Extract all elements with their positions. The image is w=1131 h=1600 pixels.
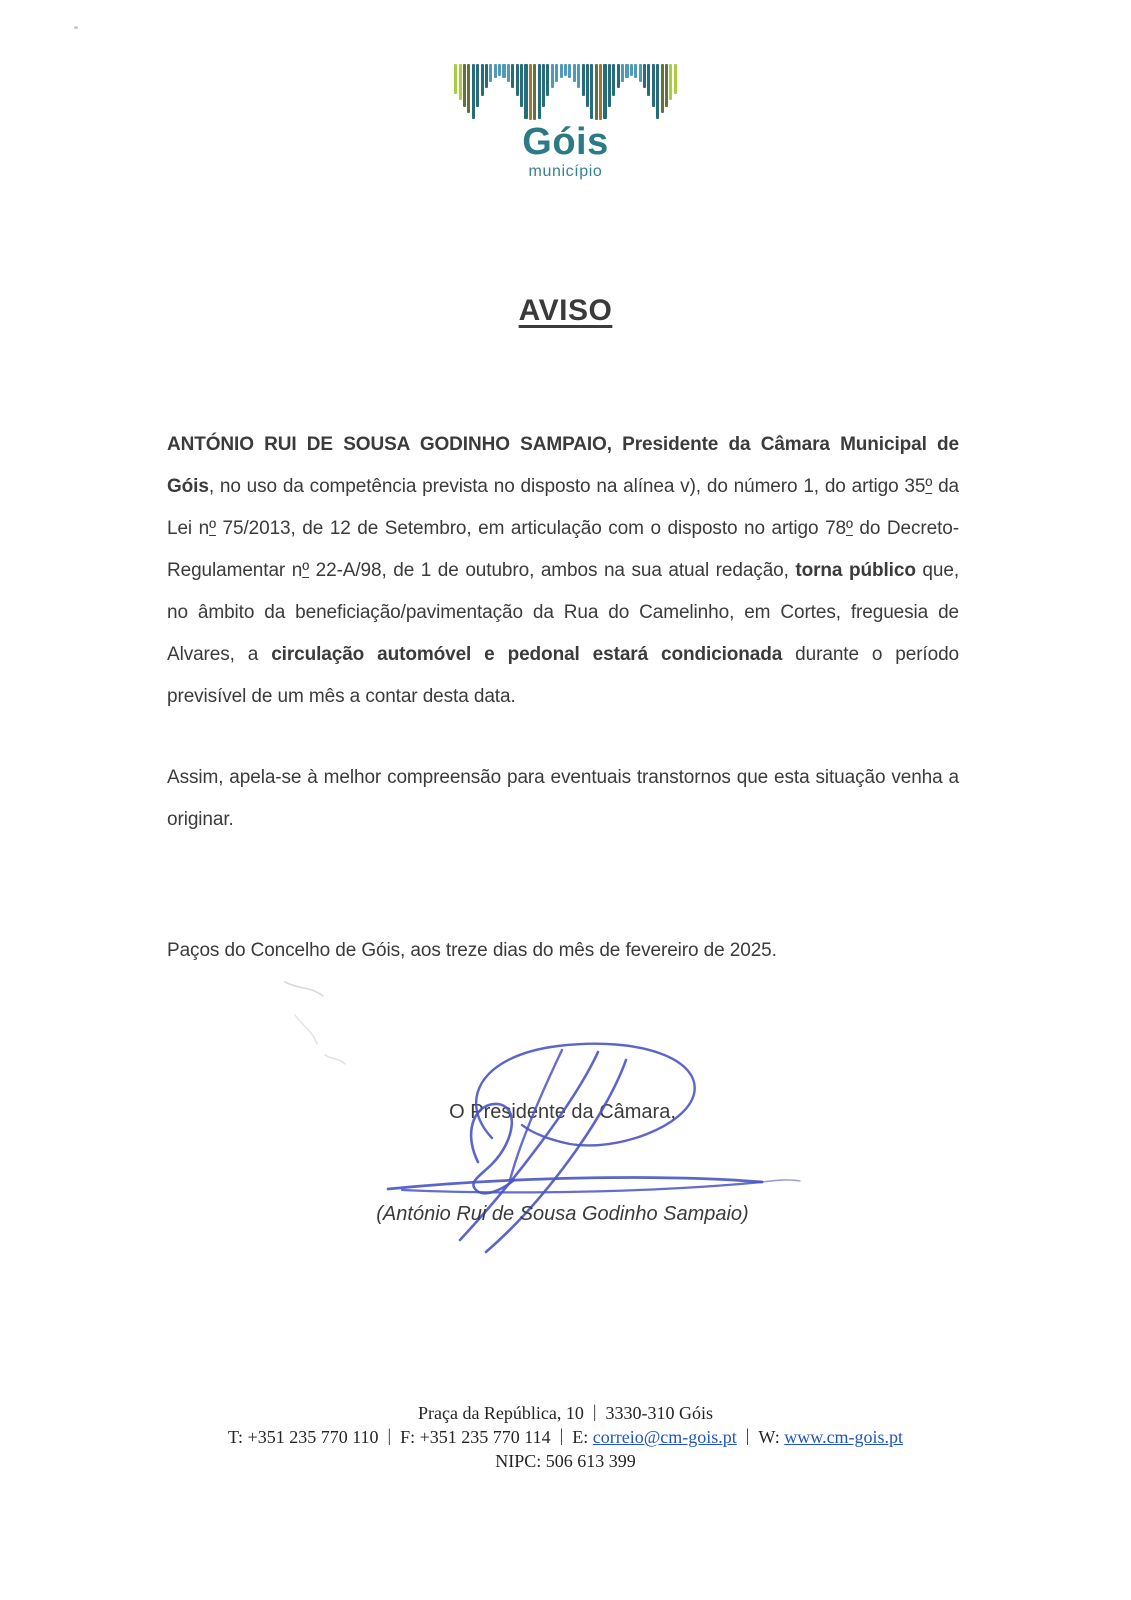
dateline: Paços do Concelho de Góis, aos treze dias do mês de fevereiro de 2025. [167,940,777,961]
scan-artifact-mark [255,960,395,1070]
bridge-bar [481,64,484,96]
bridge-bar [459,64,462,100]
scan-artifact-speck [74,26,78,29]
bridge-bar [608,64,611,107]
bridge-bar [625,64,628,78]
bridge-bar [467,64,470,113]
bridge-bar [669,64,672,100]
bridge-bar [661,64,664,113]
footer-address-line [0,1401,1131,1425]
bridge-bar [621,64,624,82]
bridge-bar [494,64,497,78]
bridge-bar [524,64,527,119]
footer-web-link[interactable]: www.cm-gois.pt [784,1427,904,1447]
footer-contact-label: F: [400,1427,420,1447]
bridge-bar [612,64,615,96]
bridge-bar [454,64,457,94]
bridge-bar [533,64,536,120]
bridge-bar [665,64,668,107]
municipality-logo [0,64,1131,181]
bridge-bar [538,64,541,119]
bridge-bar [476,64,479,107]
footer-address-item: 3330-310 Góis [605,1403,714,1423]
bridge-bar [529,64,532,120]
page-title: AVISO [518,294,613,327]
footer-contact-label: T: [227,1427,248,1447]
bridge-bar [656,64,659,119]
bridge-logo-icon [454,64,677,122]
footer-separator: | [745,1425,750,1445]
bridge-bar [590,64,593,119]
footer-address-item: Praça da República, 10 [417,1403,584,1423]
footer-contact-value: +351 235 770 110 [247,1427,379,1447]
secondary-paragraph: Assim, apela-se à melhor compreensão para eventuais transtornos que esta situação venha a originar. [167,767,959,830]
footer-separator: | [559,1425,564,1445]
bridge-bar [643,64,646,88]
signature-name: (António Rui de Sousa Godinho Sampaio) [376,1203,749,1225]
bridge-bar [647,64,650,96]
page-title-row [0,294,1131,328]
bridge-bar [542,64,545,107]
bridge-bar [674,64,677,94]
bridge-bar [507,64,510,82]
bridge-bar [595,64,598,120]
footer-contact-label: E: [572,1427,593,1447]
signature-title: O Presidente da Câmara, [449,1101,676,1123]
bridge-bar [603,64,606,119]
bridge-bar [472,64,475,119]
bridge-bar [634,64,637,78]
bridge-bar [568,64,571,78]
logo-title: Góis [522,121,609,163]
bridge-bar [630,64,633,76]
footer-contact-line [0,1425,1131,1449]
bridge-bar [502,64,505,78]
footer [0,1401,1131,1473]
bridge-bar [555,64,558,82]
bridge-bar [577,64,580,88]
footer-email-link[interactable]: correio@cm-gois.pt [592,1427,737,1447]
bridge-bar [560,64,563,78]
footer-contact-label: W: [758,1427,785,1447]
bridge-bar [485,64,488,88]
main-paragraph: ANTÓNIO RUI DE SOUSA GODINHO SAMPAIO, Presidente da Câmara Municipal de Góis, no uso da competência prevista no disposto na alínea v), do número 1, do artigo 35º da Lei nº 75/2013, de 12 de Setembro, em articulação com o disposto no artigo 78º do Decreto-Regulamentar nº 22-A/98, de 1 de outubro, ambos na sua atual redação, torna público que, no âmbito da beneficiação/pavimentação da Rua do Camelinho, em Cortes, freguesia de Alvares, a circulação automóvel e pedonal estará condicionada durante o período previsível de um mês a contar desta data. [167,434,960,707]
bridge-bar [639,64,642,82]
bridge-bar [546,64,549,96]
bridge-bar [489,64,492,82]
bridge-bar [511,64,514,88]
footer-contact-value: +351 235 770 114 [419,1427,551,1447]
bridge-bar [516,64,519,96]
bridge-bar [573,64,576,82]
bridge-bar [652,64,655,107]
bridge-bar [582,64,585,96]
footer-nipc: NIPC: 506 613 399 [495,1451,636,1471]
bridge-bar [551,64,554,88]
bridge-bar [498,64,501,76]
bridge-bar [599,64,602,120]
logo-subtitle: município [528,163,603,180]
bridge-bar [586,64,589,107]
bridge-bar [463,64,466,107]
bridge-bar [617,64,620,88]
signature-ink [330,1030,810,1265]
footer-separator: | [592,1401,597,1421]
bridge-bar [520,64,523,107]
bridge-bar [564,64,567,76]
footer-separator: | [387,1425,392,1445]
